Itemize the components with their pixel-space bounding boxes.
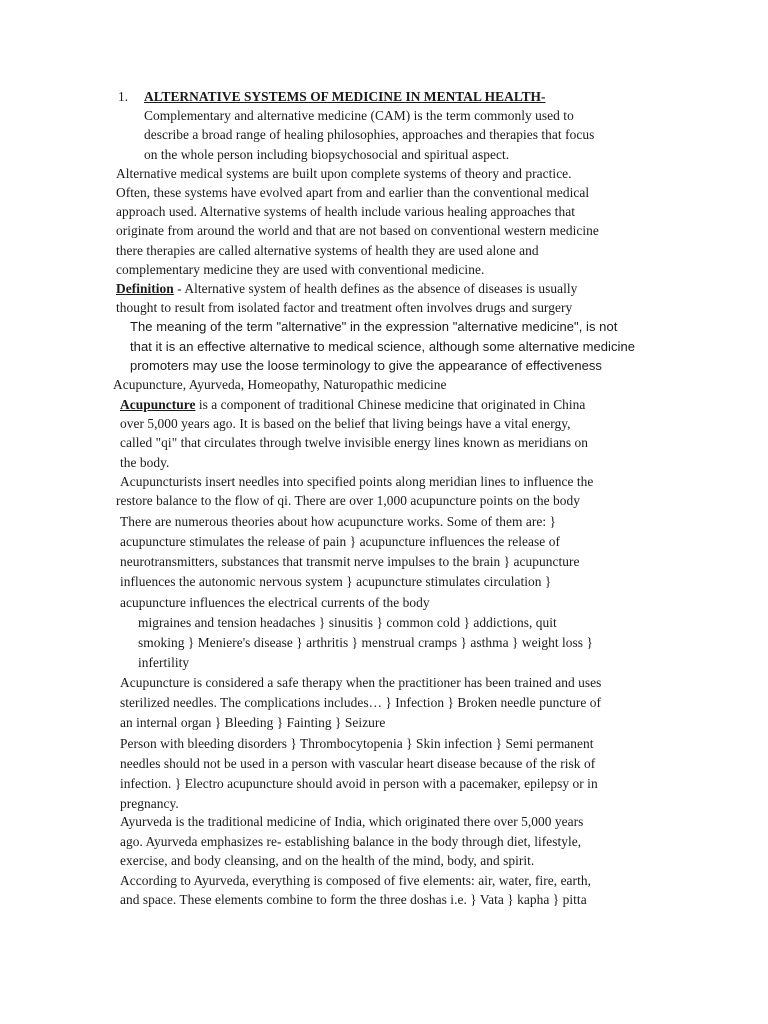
section-heading: ALTERNATIVE SYSTEMS OF MEDICINE IN MENTAL HEALTH- [144, 89, 546, 104]
safety-line-1: Acupuncture is considered a safe therapy when the practitioner has been trained and uses [120, 675, 602, 690]
ayurveda-line-2: ago. Ayurveda emphasizes re- establishing balance in the body through diet, lifestyle, [120, 834, 582, 849]
definition-text: - Alternative system of health defines as the absence of diseases is usually [173, 281, 578, 296]
heading-number: 1. [118, 89, 129, 104]
definition-label: Definition [116, 281, 174, 296]
systems-line-1: Alternative medical systems are built upon complete systems of theory and practice. [116, 166, 572, 181]
definition-line-2: thought to result from isolated factor and treatment often involves drugs and surgery [116, 300, 573, 315]
therapy-list-line: Acupuncture, Ayurveda, Homeopathy, Naturopathic medicine [113, 377, 447, 392]
theories-line-2: acupuncture stimulates the release of pain } acupuncture influences the release of [120, 534, 560, 549]
safety-line-2: sterilized needles. The complications includes… } Infection } Broken needle puncture of [120, 695, 602, 710]
acupuncture-text: is a component of traditional Chinese medicine that originated in China [195, 397, 586, 412]
acupuncture-line-3: called "qi" that circulates through twelve invisible energy lines known as meridians on [120, 435, 588, 450]
contra-line-4: pregnancy. [120, 796, 179, 811]
systems-line-5: there therapies are called alternative systems of health they are used alone and [116, 243, 539, 258]
intro-line-2: describe a broad range of healing philosophies, approaches and therapies that focus [144, 127, 595, 142]
meaning-line-3: promoters may use the loose terminology to give the appearance of effectiveness [130, 358, 602, 373]
acupuncture-label: Acupuncture [120, 397, 196, 412]
acupuncture-line-4: the body. [120, 455, 170, 470]
systems-line-6: complementary medicine they are used with conventional medicine. [116, 262, 485, 277]
contra-line-2: needles should not be used in a person with vascular heart disease because of the risk of [120, 756, 596, 771]
uses-line-2: smoking } Meniere's disease } arthritis } menstrual cramps } asthma } weight loss } [138, 635, 593, 650]
intro-line-1: Complementary and alternative medicine (CAM) is the term commonly used to [144, 108, 574, 123]
systems-line-3: approach used. Alternative systems of health include various healing approaches that [116, 204, 575, 219]
theories-line-3: neurotransmitters, substances that transmit nerve impulses to the brain } acupuncture [120, 554, 580, 569]
ayurveda-line-3: exercise, and body cleansing, and on the health of the mind, body, and spirit. [120, 853, 535, 868]
theories-line-4: influences the autonomic nervous system } acupuncture stimulates circulation } [120, 574, 552, 589]
intro-line-3: on the whole person including biopsychosocial and spiritual aspect. [144, 147, 510, 162]
ayurveda-text: Ayurveda is the traditional medicine of India, which originated there over 5,000 years [120, 814, 584, 829]
acupuncture-line-2: over 5,000 years ago. It is based on the belief that living beings have a vital energy, [120, 416, 571, 431]
contra-line-3: infection. } Electro acupuncture should avoid in person with a pacemaker, epilepsy or in [120, 776, 598, 791]
elements-line-2: and space. These elements combine to form the three doshas i.e. } Vata } kapha } pitta [120, 892, 587, 907]
systems-line-4: originate from around the world and that are not based on conventional western medicine [116, 223, 599, 238]
theories-line-5: acupuncture influences the electrical currents of the body [120, 595, 430, 610]
uses-line-3: infertility [138, 655, 190, 670]
uses-line-1: migraines and tension headaches } sinusitis } common cold } addictions, quit [138, 615, 557, 630]
insert-line-1: Acupuncturists insert needles into specified points along meridian lines to influence the [120, 474, 594, 489]
meaning-line-2: that it is an effective alternative to medical science, although some alternative medicine [130, 339, 636, 354]
elements-line-1: According to Ayurveda, everything is composed of five elements: air, water, fire, earth, [120, 873, 591, 888]
contra-line-1: Person with bleeding disorders } Thrombocytopenia } Skin infection } Semi permanent [120, 736, 594, 751]
theories-line-1: There are numerous theories about how acupuncture works. Some of them are: } [120, 514, 556, 529]
systems-line-2: Often, these systems have evolved apart from and earlier than the conventional medical [116, 185, 590, 200]
insert-line-2: restore balance to the flow of qi. There are over 1,000 acupuncture points on the body [116, 493, 581, 508]
definition-line [116, 280, 577, 298]
safety-line-3: an internal organ } Bleeding } Fainting } Seizure [120, 715, 386, 730]
meaning-line-1: The meaning of the term "alternative" in the expression "alternative medicine", is not [130, 319, 618, 334]
acupuncture-line [120, 396, 585, 414]
ayurveda-line-1 [120, 813, 583, 831]
